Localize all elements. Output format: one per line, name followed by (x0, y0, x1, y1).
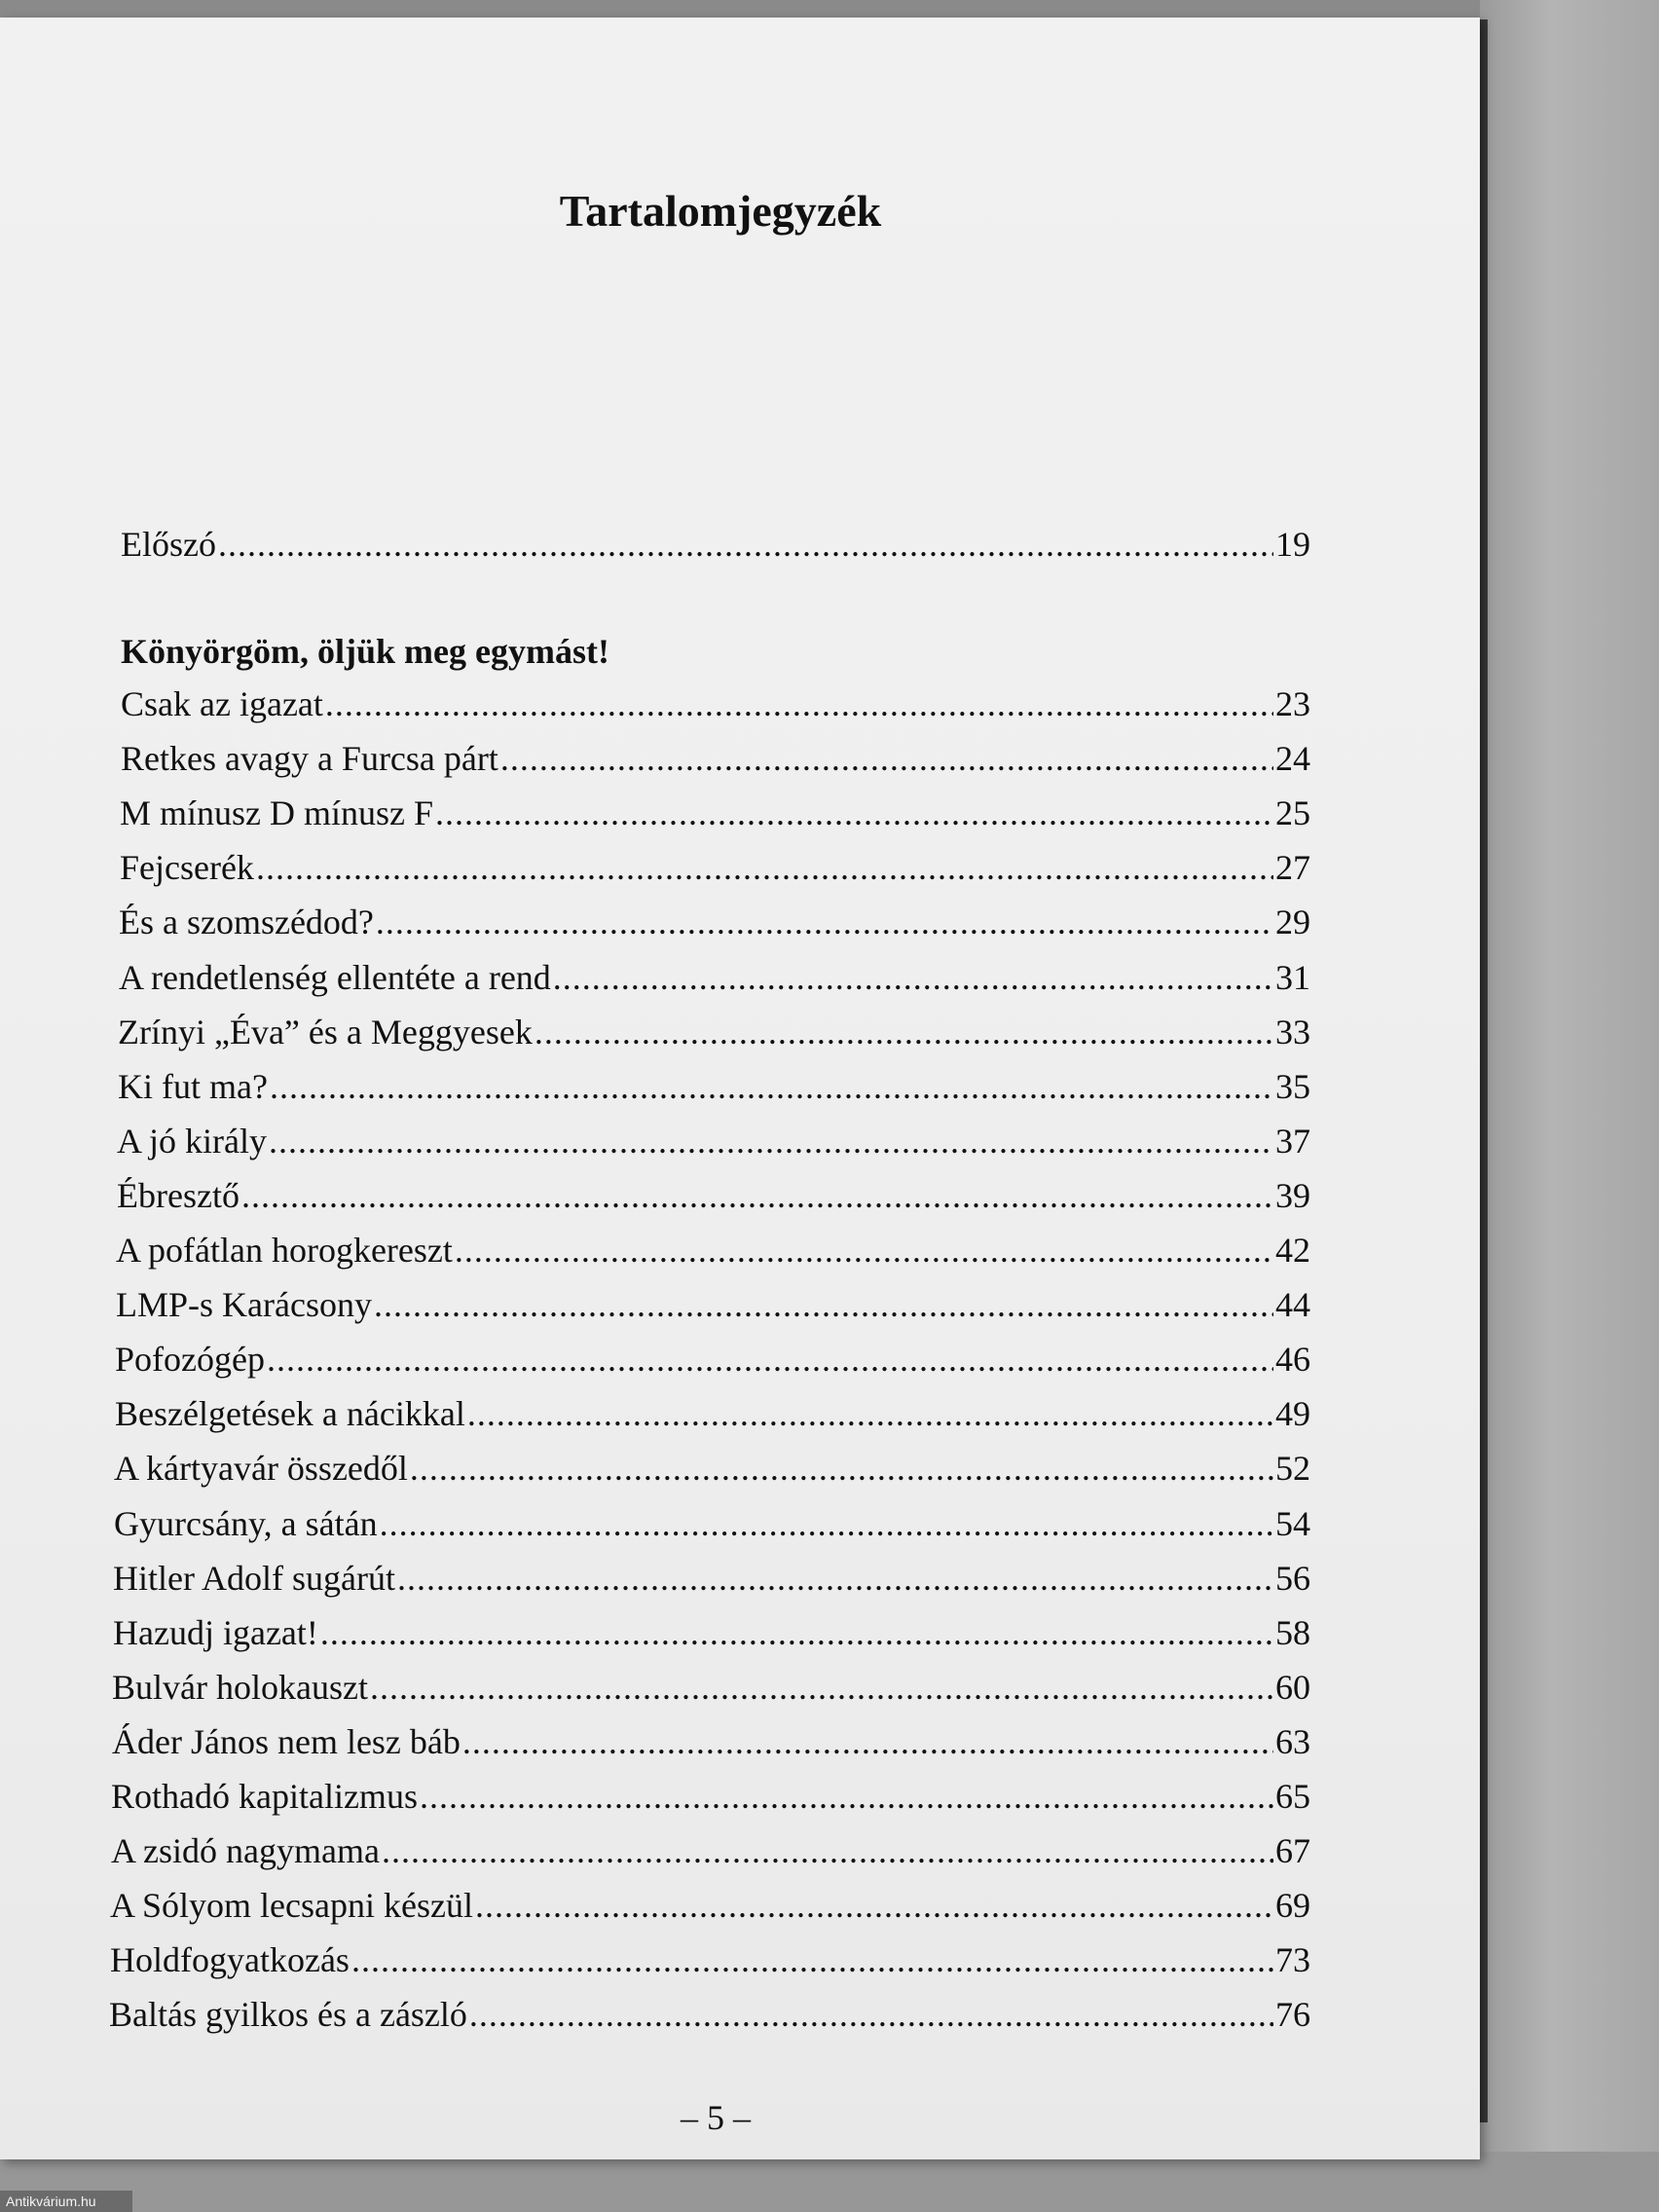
toc-entry (117, 1175, 1310, 1230)
toc-leader (374, 1284, 1273, 1325)
toc-entry (115, 1339, 1310, 1393)
toc-entry-page: 65 (1275, 1777, 1310, 1816)
toc-entry (118, 1012, 1310, 1066)
toc-leader (267, 1339, 1273, 1380)
toc-entry-page: 56 (1275, 1559, 1310, 1598)
toc-entry-title: Ébresztő (117, 1176, 240, 1215)
toc-leader (397, 1558, 1273, 1599)
toc-entry-title: Rothadó kapitalizmus (111, 1777, 418, 1816)
toc-leader (256, 847, 1273, 888)
toc-leader (269, 1121, 1273, 1161)
toc-entry (111, 1776, 1310, 1830)
toc-entry-title: A Sólyom lecsapni készül (110, 1886, 473, 1925)
toc-leader (410, 1448, 1273, 1489)
toc-entry (120, 793, 1310, 847)
toc-entry (115, 1393, 1310, 1448)
toc-entry (112, 1667, 1310, 1721)
toc-entry-title: Zrínyi „Éva” és a Meggyesek (118, 1013, 533, 1051)
toc-entry-page: 63 (1275, 1722, 1310, 1761)
toc-leader (325, 683, 1273, 724)
toc-entry (121, 683, 1310, 738)
toc-entry-page: 29 (1275, 903, 1310, 941)
toc-entry-page: 24 (1275, 739, 1310, 778)
toc-entry-page: 46 (1275, 1340, 1310, 1379)
toc-entry-title: Hitler Adolf sugárút (113, 1559, 395, 1598)
toc-entry-page: 54 (1275, 1504, 1310, 1543)
toc-entry-page: 67 (1275, 1831, 1310, 1870)
toc-entry-title: És a szomszédod? (119, 903, 374, 941)
toc-entry-page: 58 (1275, 1613, 1310, 1652)
toc-leader (218, 524, 1273, 565)
toc-entry (109, 1994, 1310, 2048)
toc-entry-page: 52 (1275, 1449, 1310, 1488)
toc-entry-title: Baltás gyilkos és a zászló (109, 1995, 467, 2034)
toc-entry (113, 1612, 1310, 1667)
toc-entry-title: A jó király (117, 1122, 267, 1161)
toc-entry (113, 1558, 1310, 1612)
toc-leader (553, 957, 1273, 998)
toc-entry-page: 69 (1275, 1886, 1310, 1925)
toc-entry-title: LMP-s Karácsony (116, 1285, 372, 1324)
toc-leader (475, 1885, 1273, 1926)
toc-leader (351, 1939, 1273, 1980)
toc-leader (500, 738, 1273, 779)
toc-entry (116, 1230, 1310, 1284)
toc-entry (114, 1503, 1310, 1558)
toc-entry-title: Hazudj igazat! (113, 1613, 318, 1652)
toc-entry-title: M mínusz D mínusz F (120, 793, 434, 832)
background-bottom (0, 2152, 1659, 2212)
toc-entry-title: Pofozógép (115, 1340, 265, 1379)
toc-entry-title: Bulvár holokauszt (112, 1668, 368, 1707)
toc-entry (119, 902, 1310, 956)
toc-entry-title: Retkes avagy a Furcsa párt (121, 739, 498, 778)
toc-entry (120, 847, 1310, 902)
toc-entry-page: 76 (1275, 1995, 1310, 2034)
toc-leader (241, 1175, 1273, 1216)
toc-entry-title: Fejcserék (120, 848, 254, 887)
toc-entry-page: 35 (1275, 1067, 1310, 1106)
toc-entry-page: 19 (1275, 525, 1310, 564)
toc-entry-page: 33 (1275, 1013, 1310, 1051)
toc-leader (455, 1230, 1273, 1271)
toc-leader (380, 1503, 1273, 1544)
toc-leader (462, 1721, 1273, 1762)
toc-entry-title: Áder János nem lesz báb (112, 1722, 461, 1761)
toc-entry (119, 957, 1310, 1012)
toc-entry-title: Gyurcsány, a sátán (114, 1504, 378, 1543)
toc-leader (469, 1994, 1273, 2035)
toc-entry (112, 1721, 1310, 1776)
toc-leader (320, 1612, 1273, 1653)
background-right (1480, 0, 1659, 2212)
toc-entry-title: Ki fut ma? (118, 1067, 268, 1106)
toc-entry-page: 73 (1275, 1940, 1310, 1979)
toc-entry-title: A rendetlenség ellentéte a rend (119, 958, 551, 997)
toc-entry-page: 44 (1275, 1285, 1310, 1324)
page-title: Tartalomjegyzék (559, 186, 882, 236)
toc-entry-page: 37 (1275, 1122, 1310, 1161)
toc-entry (110, 1885, 1310, 1939)
toc-entry-title: Beszélgetések a nácikkal (115, 1394, 465, 1433)
toc-entry-title: A zsidó nagymama (111, 1831, 380, 1870)
toc-entry (118, 1066, 1310, 1121)
toc-entry-preface (121, 524, 1310, 578)
toc-entry-title: Csak az igazat (121, 684, 323, 723)
toc-entry (117, 1121, 1310, 1175)
toc-entry (110, 1939, 1310, 1994)
toc-leader (270, 1066, 1273, 1107)
toc-entry-title: Holdfogyatkozás (110, 1940, 350, 1979)
book-page (0, 18, 1480, 2159)
toc-leader (467, 1393, 1273, 1434)
toc-entry-page: 23 (1275, 684, 1310, 723)
toc-entry-title: A pofátlan horogkereszt (116, 1231, 453, 1270)
toc-leader (382, 1830, 1273, 1871)
page-number: – 5 – (681, 2098, 751, 2137)
toc-entry-page: 25 (1275, 793, 1310, 832)
watermark-text: Antikvárium.hu (0, 2191, 132, 2212)
toc-entry-page: 42 (1275, 1231, 1310, 1270)
toc-entry (121, 738, 1310, 793)
toc-entry (111, 1830, 1310, 1885)
section-heading: Könyörgöm, öljük meg egymást! (121, 632, 609, 671)
toc-entry-page: 49 (1275, 1394, 1310, 1433)
toc-leader (535, 1012, 1273, 1052)
toc-entry-page: 39 (1275, 1176, 1310, 1215)
toc-leader (420, 1776, 1273, 1817)
toc-leader (370, 1667, 1273, 1708)
toc-entry-title: Előszó (121, 525, 216, 564)
toc-entry-page: 27 (1275, 848, 1310, 887)
toc-leader (376, 902, 1273, 942)
toc-entry-page: 60 (1275, 1668, 1310, 1707)
toc-entry (116, 1284, 1310, 1339)
toc-leader (435, 793, 1273, 833)
toc-entry (114, 1448, 1310, 1502)
toc-entry-title: A kártyavár összedől (114, 1449, 408, 1488)
toc-entry-page: 31 (1275, 958, 1310, 997)
